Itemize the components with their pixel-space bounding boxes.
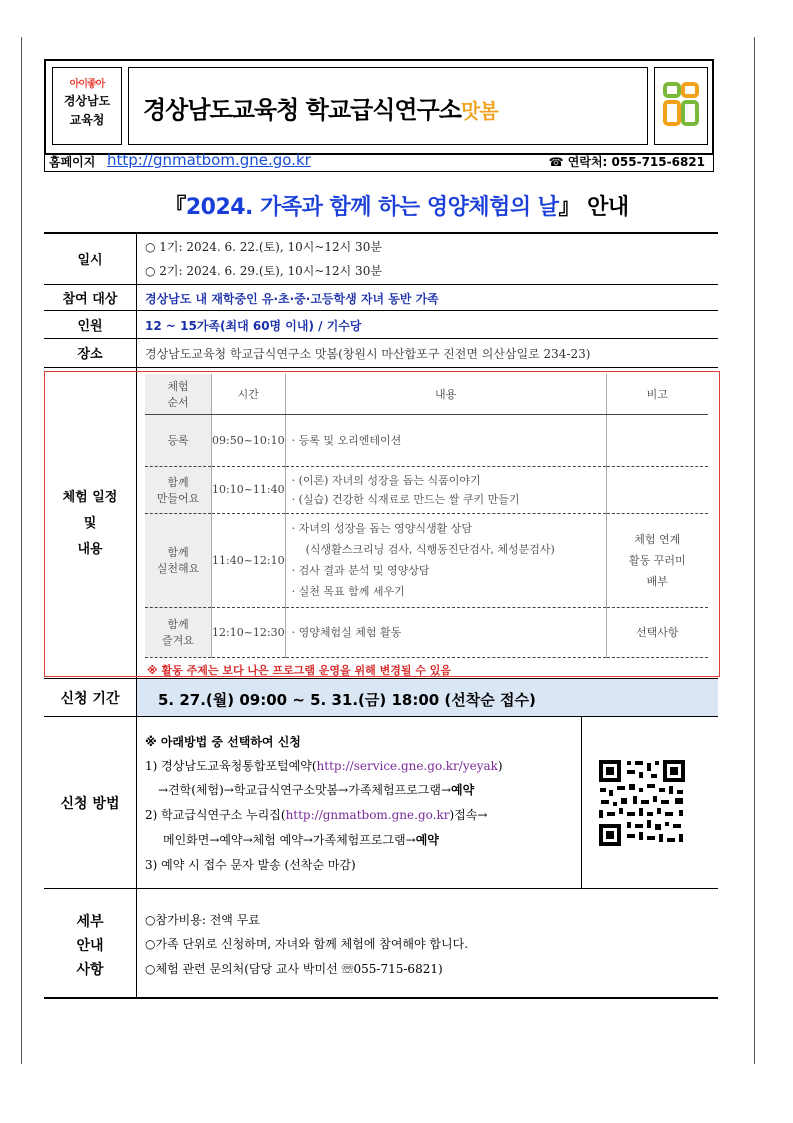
people-value: 12 ~ 15가족(최대 60명 이내) / 기수당	[145, 319, 362, 333]
row-divider	[44, 888, 718, 889]
step-line1: 함께	[167, 618, 189, 631]
header-box	[44, 59, 714, 155]
step-line1: 함께	[167, 546, 189, 559]
header-order-line2: 순서	[167, 395, 189, 409]
row-step	[145, 466, 212, 513]
logo-org-line2: 교육청	[69, 113, 105, 127]
schedule-label-line3: 내용	[77, 542, 103, 557]
method-item-2-path-text: 메인화면→예약→체험 예약→가족체험프로그램→	[163, 833, 416, 847]
schedule-footnote: ※ 활동 주제는 보다 나은 프로그램 운영을 위해 변경될 수 있음	[147, 664, 452, 677]
row-time: 12:10~12:30	[212, 607, 286, 657]
method-item-1-path-text: →견학(체험)→학교급식연구소맛봄→가족체험프로그램→	[158, 783, 452, 797]
header-note: 비고	[606, 374, 708, 414]
homepage-label: 홈페이지	[49, 155, 96, 169]
content-line: · (이론) 자녀의 성장을 돕는 식품이야기	[291, 473, 481, 487]
method-item-3: 3) 예약 시 접수 문자 발송 (선착순 마감)	[145, 858, 356, 872]
schedule-row	[145, 414, 708, 466]
details-label	[44, 910, 136, 982]
row-step: 등록	[145, 414, 212, 466]
logo-mark: 아이좋아	[69, 79, 105, 90]
contact-bar	[44, 153, 714, 172]
date-line-1: ○ 1기: 2024. 6. 22.(토), 10시~12시 30분	[145, 240, 382, 254]
period-value: 5. 27.(월) 09:00 ~ 5. 31.(금) 18:00 (선착순 접수)	[158, 691, 536, 709]
method-item-2-text: 2) 학교급식연구소 누리집(	[145, 808, 286, 822]
row-content	[285, 513, 606, 607]
method-item-1	[145, 757, 503, 774]
row-time: 10:10~11:40	[212, 466, 286, 513]
brand-logo-icon	[655, 68, 707, 144]
method-item-1-path	[158, 781, 474, 798]
step-line2: 즐겨요	[162, 634, 194, 647]
row-step	[145, 607, 212, 657]
details-label-line2: 안내	[76, 938, 104, 954]
brand-name: 맛봄	[460, 99, 498, 123]
step-line2: 만들어요	[156, 491, 200, 505]
method-item-1-text: 1) 경상남도교육청통합포털예약(	[145, 759, 317, 773]
header-order	[145, 374, 212, 414]
schedule-row	[145, 513, 708, 607]
target-label: 참여 대상	[62, 291, 118, 307]
schedule-table	[145, 374, 708, 658]
schedule-label	[44, 485, 136, 563]
content-line: (식생활스크리닝 검사, 식행동진단검사, 체성분검사)	[291, 543, 555, 556]
row-note	[606, 414, 708, 466]
logo-org-line1: 경상남도	[63, 94, 111, 108]
header-order-line1: 체험	[167, 379, 189, 393]
brand-icon-cell	[654, 67, 708, 145]
header-title: 경상남도교육청 학교급식연구소	[143, 96, 461, 124]
details-line-2: ○가족 단위로 신청하며, 자녀와 함께 체험에 참여해야 합니다.	[145, 937, 469, 951]
title-close: 』 안내	[558, 195, 629, 220]
schedule-row	[145, 466, 708, 513]
method-label: 신청 방법	[60, 795, 120, 812]
target-value: 경상남도 내 재학중인 유·초·중·고등학생 자녀 동반 가족	[145, 292, 439, 306]
content-line: · 등록 및 오리엔테이션	[291, 434, 402, 447]
homepage-link-2[interactable]: http://gnmatbom.gne.go.kr	[285, 808, 450, 822]
title-highlight: 2024. 가족과 함께 하는 영양체험의 날	[185, 195, 559, 220]
details-label-line1: 세부	[76, 914, 104, 930]
method-item-2-path	[163, 831, 439, 848]
row-note	[606, 466, 708, 513]
schedule-label-line2: 및	[83, 516, 97, 531]
step-line2: 실천해요	[156, 562, 200, 575]
place-label: 장소	[77, 347, 103, 362]
homepage-link[interactable]: http://gnmatbom.gne.go.kr	[107, 151, 311, 169]
content-line: · 자녀의 성장을 돕는 영양식생활 상담	[291, 522, 472, 535]
content-line: · (실습) 건강한 식재료로 만드는 쌀 쿠키 만들기	[291, 492, 520, 506]
row-divider	[44, 367, 718, 368]
method-item-2-suffix: )접속→	[449, 808, 488, 822]
content-line: · 검사 결과 분석 및 영양상담	[291, 564, 430, 577]
method-item-1-suffix: )	[497, 759, 503, 773]
period-label: 신청 기간	[60, 690, 120, 707]
details-line-1: ○참가비용: 전액 무료	[145, 913, 260, 927]
header-content: 내용	[285, 374, 606, 414]
row-note: 선택사항	[606, 607, 708, 657]
method-item-2-end: 예약	[415, 833, 439, 847]
table-bottom-border	[44, 997, 718, 999]
date-label: 일시	[77, 253, 103, 268]
header-title-cell	[128, 67, 648, 145]
details-line-3: ○체험 관련 문의처(담당 교사 박미선 ☏055-715-6821)	[145, 962, 443, 976]
place-value: 경상남도교육청 학교급식연구소 맛봄(창원시 마산합포구 진전면 의산삼일로 234-23)	[145, 347, 591, 361]
content-line: · 실천 목표 함께 세우기	[291, 585, 405, 598]
document-title	[0, 190, 793, 221]
qr-divider	[581, 717, 582, 888]
schedule-header-row	[145, 374, 708, 414]
row-content	[285, 607, 606, 657]
method-item-2	[145, 806, 487, 823]
org-logo	[52, 67, 122, 145]
content-line: · 영양체험실 체험 활동	[291, 626, 402, 639]
date-line-2: ○ 2기: 2024. 6. 29.(토), 10시~12시 30분	[145, 264, 382, 278]
row-content	[285, 466, 606, 513]
note-line: 체험 연계	[634, 532, 681, 546]
header-time: 시간	[212, 374, 286, 414]
row-step	[145, 513, 212, 607]
method-heading: ※ 아래방법 중 선택하여 신청	[145, 735, 301, 749]
note-line: 배부	[646, 574, 668, 588]
step-line1: 함께	[167, 475, 189, 489]
contact-phone: ☎ 연락처: 055-715-6821	[548, 155, 705, 169]
note-line: 활동 꾸러미	[628, 553, 686, 567]
method-item-1-end: 예약	[451, 783, 475, 797]
schedule-row	[145, 607, 708, 657]
row-time: 09:50~10:10	[212, 414, 286, 466]
qr-code-icon[interactable]	[597, 758, 687, 848]
title-open-bracket: 『	[164, 195, 186, 220]
schedule-label-line1: 체험 일정	[62, 490, 118, 505]
portal-link[interactable]: http://service.gne.go.kr/yeyak	[316, 759, 498, 773]
details-label-line3: 사항	[76, 962, 104, 978]
row-content	[285, 414, 606, 466]
row-time: 11:40~12:10	[212, 513, 286, 607]
row-note	[606, 513, 708, 607]
people-label: 인원	[77, 318, 103, 334]
